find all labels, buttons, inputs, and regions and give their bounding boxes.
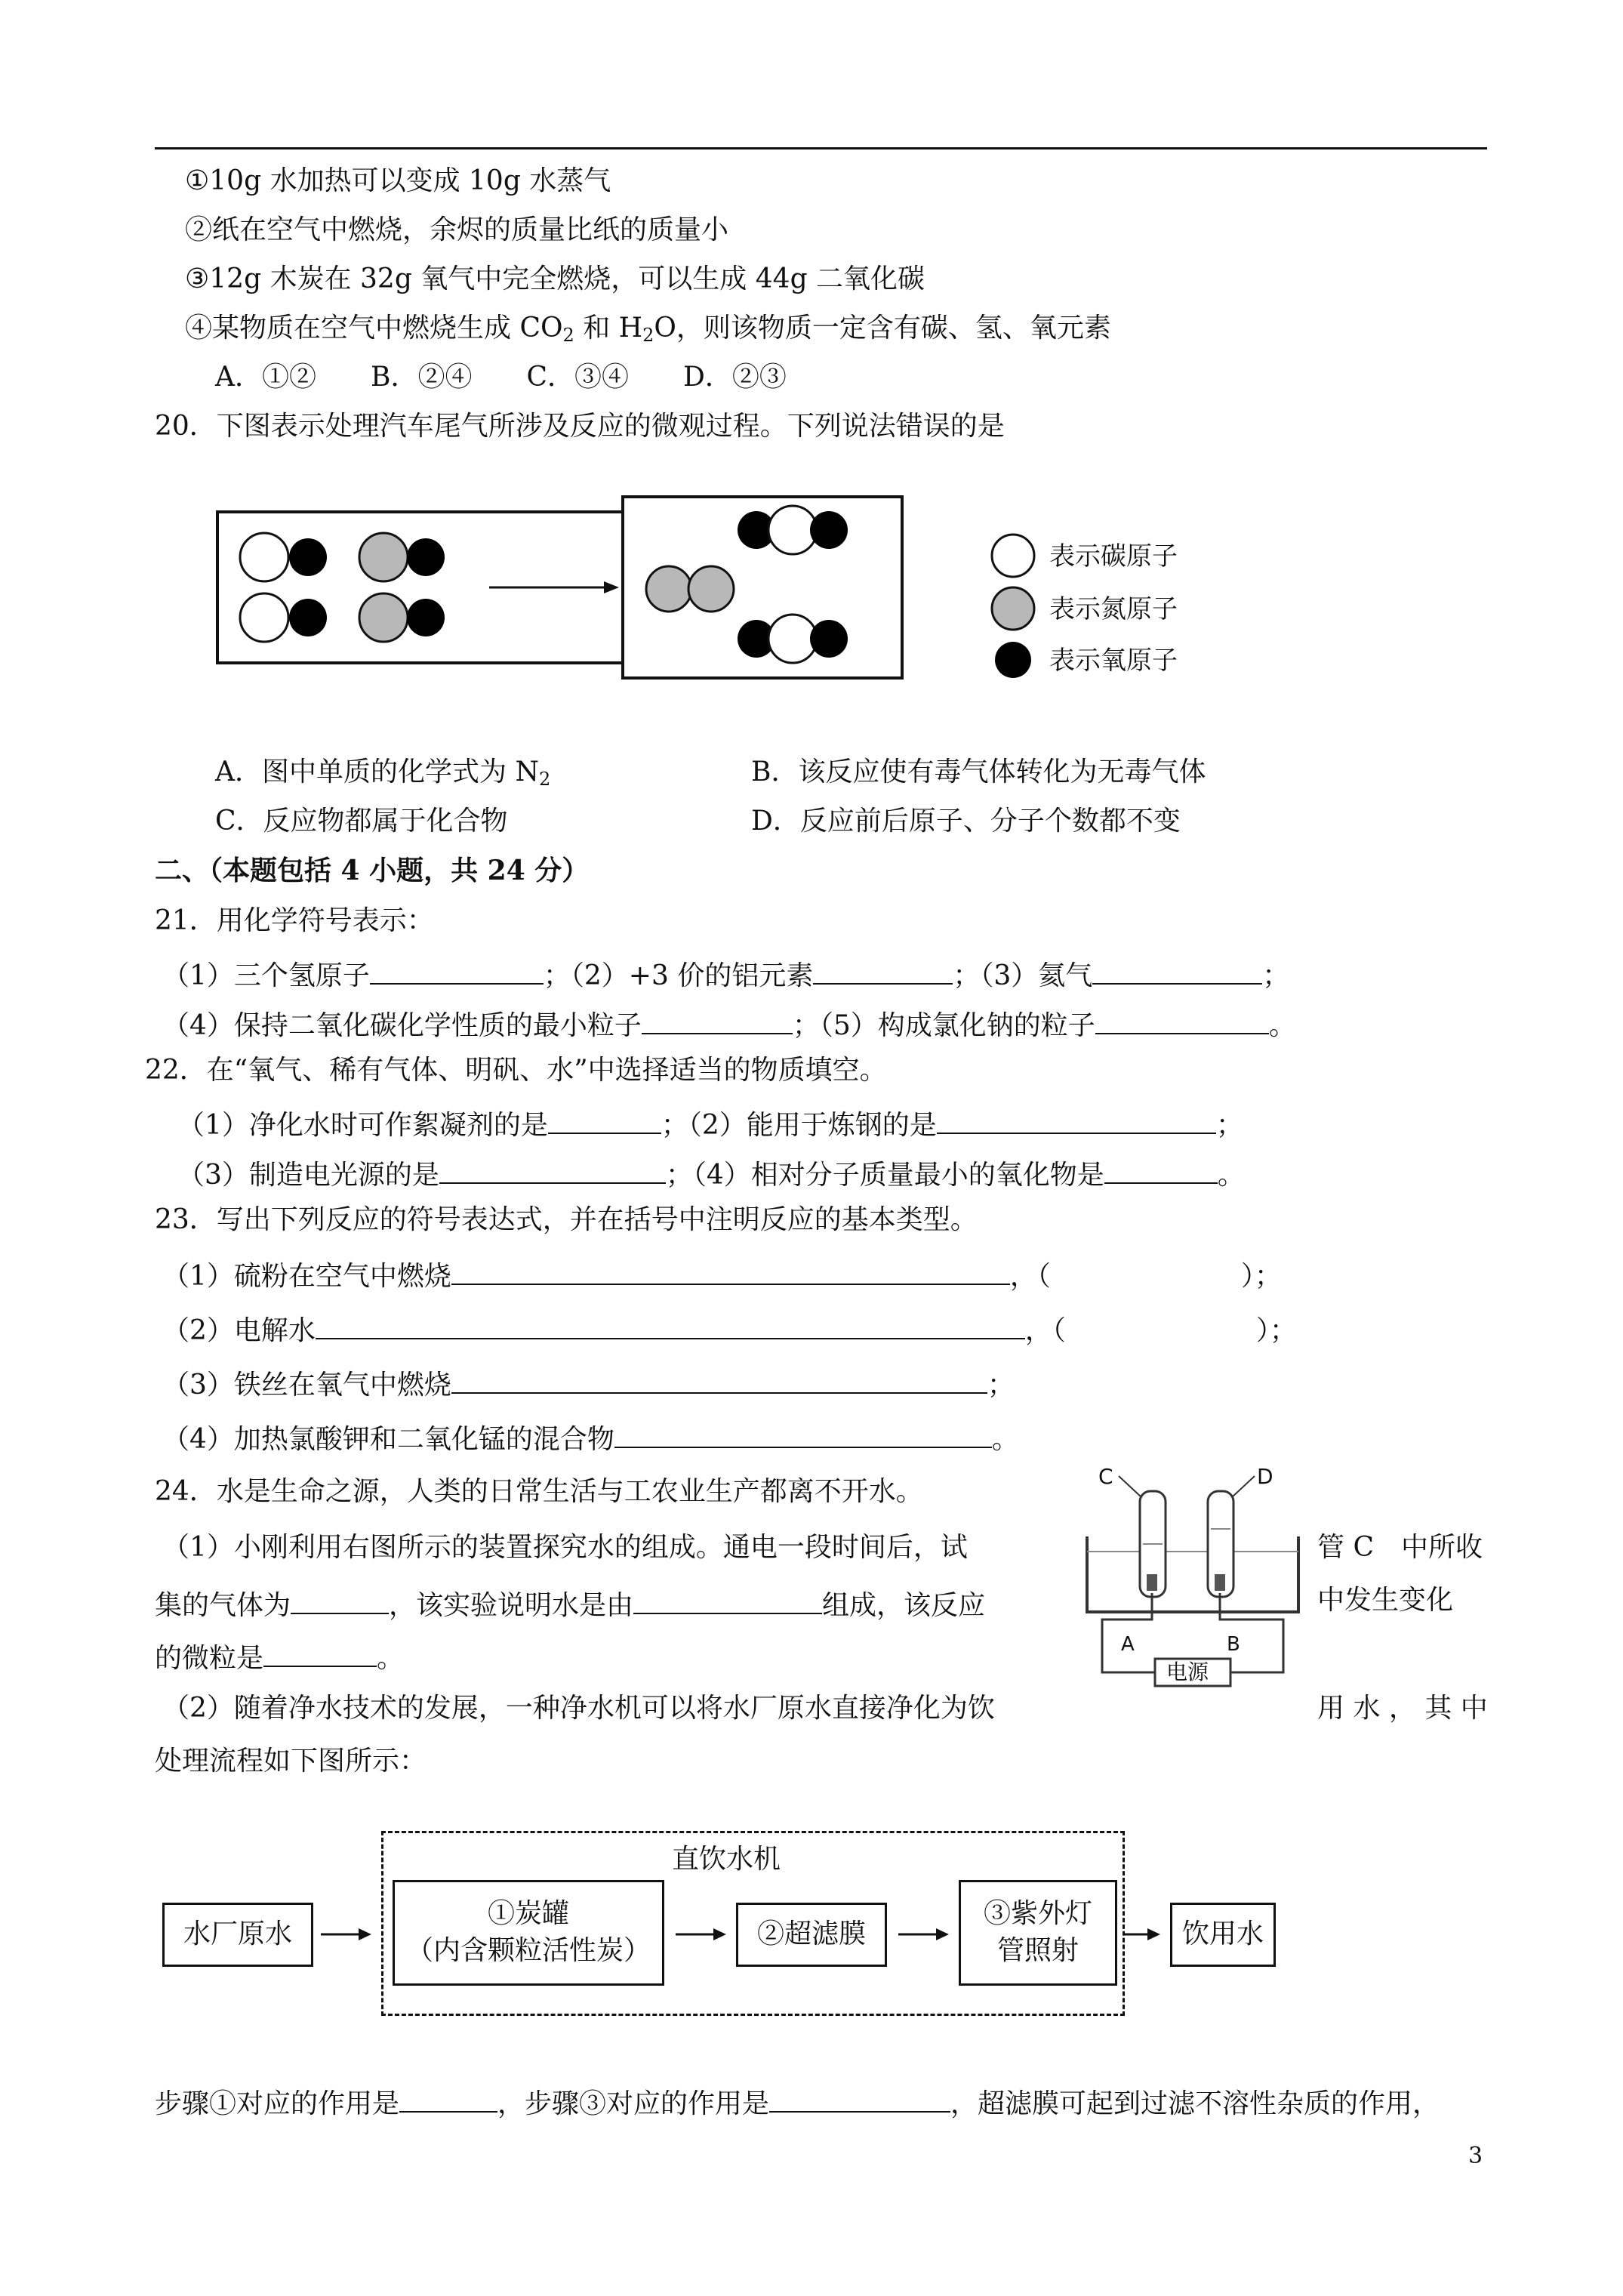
answer-blank[interactable] <box>316 1312 1025 1339</box>
q24-p1-line-a: （1）小刚利用右图所示的装置探究水的组成。通电一段时间后，试 <box>162 1532 968 1563</box>
answer-blank[interactable] <box>291 1587 389 1614</box>
q24-text: 组成，该反应 <box>822 1590 986 1621</box>
answer-blank[interactable] <box>937 1107 1216 1134</box>
flow-step2-label: ②超滤膜 <box>756 1918 866 1950</box>
q22-part-1: （1）净化水时可作絮凝剂的是 <box>177 1110 548 1141</box>
q23-punct: 。 <box>991 1424 1019 1455</box>
q19-s4-text: ④某物质在空气中燃烧生成 CO <box>185 313 563 344</box>
q24-text: 的微粒是 <box>155 1643 264 1674</box>
no-molecule <box>359 593 445 642</box>
q22-part-4: ；（4）相对分子质量最小的氧化物是 <box>665 1160 1104 1191</box>
q21-part-4: （4）保持二氧化碳化学性质的最小粒子 <box>162 1010 642 1041</box>
flow-source-label: 水厂原水 <box>183 1918 292 1950</box>
q23-row-4 <box>162 1421 1019 1453</box>
q21-part-3: ；（3）氦气 <box>953 960 1093 991</box>
q20-option-a <box>215 759 550 788</box>
q24-text: 步骤①对应的作用是 <box>155 2088 400 2119</box>
q23-type-bracket: ，（ ）； <box>1009 1261 1282 1292</box>
q20-stem: 20．下图表示处理汽车尾气所涉及反应的微观过程。下列说法错误的是 <box>155 411 1005 442</box>
answer-blank[interactable] <box>1095 1007 1269 1034</box>
electrolysis-apparatus <box>1072 1469 1313 1687</box>
q20-option-a-sub: 2 <box>538 769 551 790</box>
answer-blank[interactable] <box>769 2085 950 2113</box>
q23-row-1 <box>162 1258 1282 1290</box>
legend-nitrogen-symbol <box>992 587 1034 630</box>
q21-row-2 <box>162 1007 1296 1040</box>
q23-part-2: （2）电解水 <box>162 1315 316 1346</box>
q21-punct: ； <box>1262 960 1290 991</box>
flow-step3-sublabel: 管照射 <box>996 1935 1079 1966</box>
q21-stem: 21．用化学符号表示： <box>155 905 434 936</box>
apparatus-label-d: D <box>1257 1464 1273 1489</box>
q19-s4-sub: 2 <box>562 325 574 346</box>
flow-output-label: 饮用水 <box>1181 1918 1264 1950</box>
q21-part-2: ；（2）+3 价的铝元素 <box>543 960 814 991</box>
legend-carbon-label: 表示碳原子 <box>1049 541 1178 572</box>
answer-blank[interactable] <box>642 1007 793 1034</box>
answer-blank[interactable] <box>633 1587 822 1614</box>
q20-option-b: B．该反应使有毒气体转化为无毒气体 <box>751 757 1206 787</box>
flow-step3-label: ③紫外灯 <box>983 1898 1092 1930</box>
q20-reaction-diagram <box>211 483 1457 695</box>
legend-oxygen-label: 表示氧原子 <box>1049 646 1178 676</box>
q19-statement-3: ③12g 木炭在 32g 氧气中完全燃烧，可以生成 44g 二氧化碳 <box>185 264 925 294</box>
q24-p1-line-a-right: 管 C 中所收 <box>1317 1532 1483 1563</box>
q23-type-bracket: ，（ ）； <box>1024 1315 1297 1346</box>
apparatus-label-a: A <box>1121 1633 1135 1656</box>
page-number: 3 <box>1468 2143 1483 2169</box>
q22-punct: ； <box>1215 1110 1243 1141</box>
q24-punct: 。 <box>377 1643 405 1674</box>
q22-row-2 <box>177 1157 1245 1189</box>
q19-s4-text: 和 H <box>574 313 643 344</box>
flow-step1-sublabel: （内含颗粒活性炭） <box>405 1935 651 1966</box>
q22-punct: 。 <box>1217 1160 1245 1191</box>
q24-p2-line-a: （2）随着净水技术的发展，一种净水机可以将水厂原水直接净化为饮 <box>162 1693 995 1724</box>
flow-step1-label: ①炭罐 <box>487 1898 569 1930</box>
q21-punct: 。 <box>1268 1010 1296 1041</box>
q23-punct: ； <box>987 1370 1015 1401</box>
q20-option-c: C．反应物都属于化合物 <box>215 806 508 837</box>
q24-p2-line-b: 处理流程如下图所示： <box>155 1746 427 1777</box>
q24-text: 集的气体为 <box>155 1590 291 1621</box>
answer-blank[interactable] <box>439 1157 666 1184</box>
arrow-right-icon <box>676 1928 726 1940</box>
flow-arrows <box>0 1919 1283 1949</box>
q24-text: ，超滤膜可起到过滤不溶性杂质的作用， <box>950 2088 1440 2119</box>
apparatus-label-c: C <box>1098 1464 1113 1489</box>
arrow-right-icon <box>1125 1928 1160 1940</box>
answer-blank[interactable] <box>614 1421 992 1448</box>
q23-row-2 <box>162 1312 1297 1345</box>
q20-option-a-text: A．图中单质的化学式为 N <box>215 757 539 787</box>
answer-blank[interactable] <box>1104 1157 1218 1184</box>
co2-molecule <box>738 615 848 663</box>
co2-molecule <box>738 506 848 554</box>
answer-blank[interactable] <box>1092 957 1262 985</box>
q22-part-3: （3）制造电光源的是 <box>177 1160 439 1191</box>
q22-row-1 <box>177 1107 1243 1139</box>
q21-part-5: ；（5）构成氯化钠的粒子 <box>792 1010 1095 1041</box>
q22-part-2: ；（2）能用于炼钢的是 <box>661 1110 937 1141</box>
arrow-right-icon <box>898 1928 949 1940</box>
section-2-heading: 二、（本题包括 4 小题，共 24 分） <box>155 855 590 886</box>
no-molecule <box>359 533 445 581</box>
q24-stem: 24．水是生命之源，人类的日常生活与工农业生产都离不开水。 <box>155 1476 923 1507</box>
legend-carbon-symbol <box>992 535 1034 577</box>
q21-part-1: （1）三个氢原子 <box>162 960 370 991</box>
q19-options: A．①② B．②④ C．③④ D．②③ <box>215 362 787 393</box>
answer-blank[interactable] <box>451 1258 1010 1285</box>
q24-p1-line-b <box>155 1587 985 1620</box>
q22-stem: 22．在“氧气、稀有气体、明矾、水”中选择适当的物质填空。 <box>145 1055 887 1086</box>
answer-blank[interactable] <box>263 1640 377 1667</box>
legend-oxygen-symbol <box>995 642 1031 678</box>
q23-part-1: （1）硫粉在空气中燃烧 <box>162 1261 451 1292</box>
legend-nitrogen-label: 表示氮原子 <box>1049 594 1178 624</box>
answer-blank[interactable] <box>813 957 953 985</box>
q20-option-d: D．反应前后原子、分子个数都不变 <box>751 806 1181 837</box>
q19-statement-1: ①10g 水加热可以变成 10g 水蒸气 <box>185 165 611 196</box>
q21-row-1 <box>162 957 1289 990</box>
q23-stem: 23．写出下列反应的符号表达式，并在括号中注明反应的基本类型。 <box>155 1204 978 1235</box>
q24-p1-line-c <box>155 1640 404 1672</box>
apparatus-power-label: 电源 <box>1166 1660 1209 1684</box>
answer-blank[interactable] <box>399 2085 497 2113</box>
q23-row-3 <box>162 1367 1015 1399</box>
q24-text: ，步骤③对应的作用是 <box>497 2088 770 2119</box>
q24-last-line <box>155 2085 1440 2118</box>
answer-blank[interactable] <box>451 1367 987 1394</box>
flow-machine-label: 直饮水机 <box>672 1844 781 1875</box>
header-rule <box>155 147 1487 149</box>
q23-part-4: （4）加热氯酸钾和二氧化锰的混合物 <box>162 1424 614 1455</box>
arrow-right-icon <box>321 1928 371 1940</box>
q19-statement-2: ②纸在空气中燃烧，余烬的质量比纸的质量小 <box>185 214 729 245</box>
q24-p1-line-b-right: 中发生变化 <box>1317 1585 1454 1616</box>
q24-p2-line-a-right: 用 水 ， 其 中 <box>1317 1693 1488 1724</box>
answer-blank[interactable] <box>548 1107 661 1134</box>
q23-part-3: （3）铁丝在氧气中燃烧 <box>162 1370 451 1401</box>
q19-s4-sub: 2 <box>642 325 654 346</box>
q24-text: ，该实验说明水是由 <box>389 1590 634 1621</box>
q19-statement-4 <box>185 315 1111 344</box>
apparatus-label-b: B <box>1227 1633 1240 1656</box>
q19-s4-text: O，则该物质一定含有碳、氢、氧元素 <box>654 313 1111 344</box>
answer-blank[interactable] <box>370 957 544 985</box>
